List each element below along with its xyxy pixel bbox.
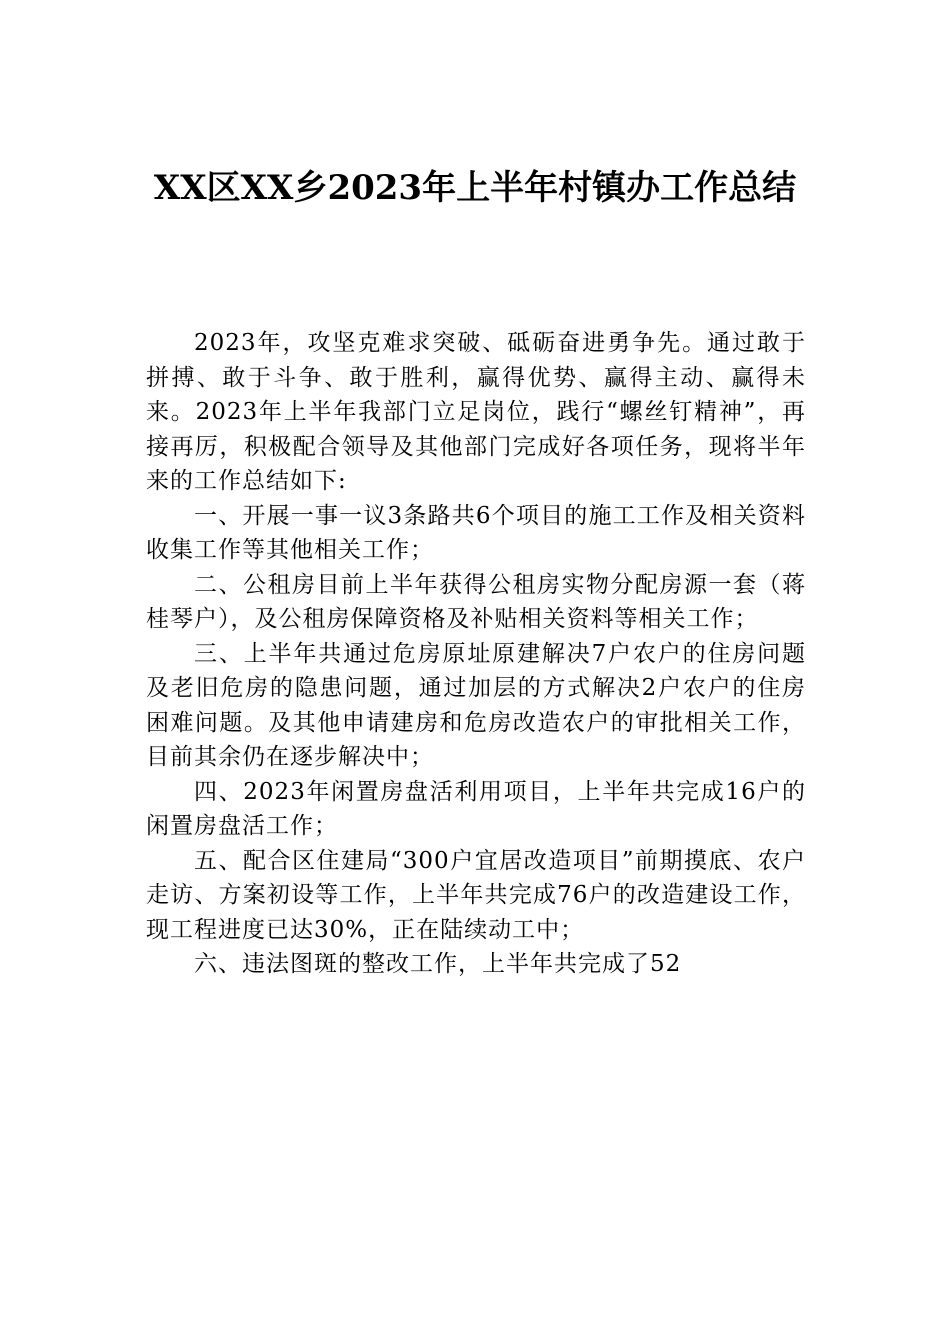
document-title: XX区XX乡2023年上半年村镇办工作总结 [153,168,797,208]
document-body [146,326,806,982]
paragraph-intro: 2023年，攻坚克难求突破、砥砺奋进勇争先。通过敢于拼搏、敢于斗争、敢于胜利，赢得优势、赢得主动、赢得未来。2023年上半年我部门立足岗位，践行“螺丝钉精神”，再接再厉，积极配合领导及其他部门完成好各项任务，现将半年来的工作总结如下: [146,330,806,494]
paragraph-item-4: 四、2023年闲置房盘活利用项目，上半年共完成16户的闲置房盘活工作； [146,778,806,839]
paragraph-item-5: 五、配合区住建局“300户宜居改造项目”前期摸底、农户走访、方案初设等工作，上半年共完成76户的改造建设工作，现工程进度已达30%，正在陆续动工中； [146,847,806,943]
paragraph-item-3: 三、上半年共通过危房原址原建解决7户农户的住房问题及老旧危房的隐患问题，通过加层的方式解决2户农户的住房困难问题。及其他申请建房和危房改造农户的审批相关工作，目前其余仍在逐步解决中； [146,640,806,770]
paragraph-item-6: 六、违法图斑的整改工作，上半年共完成了52 [194,951,682,977]
paragraph-item-2: 二、公租房目前上半年获得公租房实物分配房源一套（蒋桂琴户），及公租房保障资格及补贴相关资料等相关工作； [146,571,806,632]
paragraph-item-1: 一、开展一事一议3条路共6个项目的施工工作及相关资料收集工作等其他相关工作； [146,502,806,563]
